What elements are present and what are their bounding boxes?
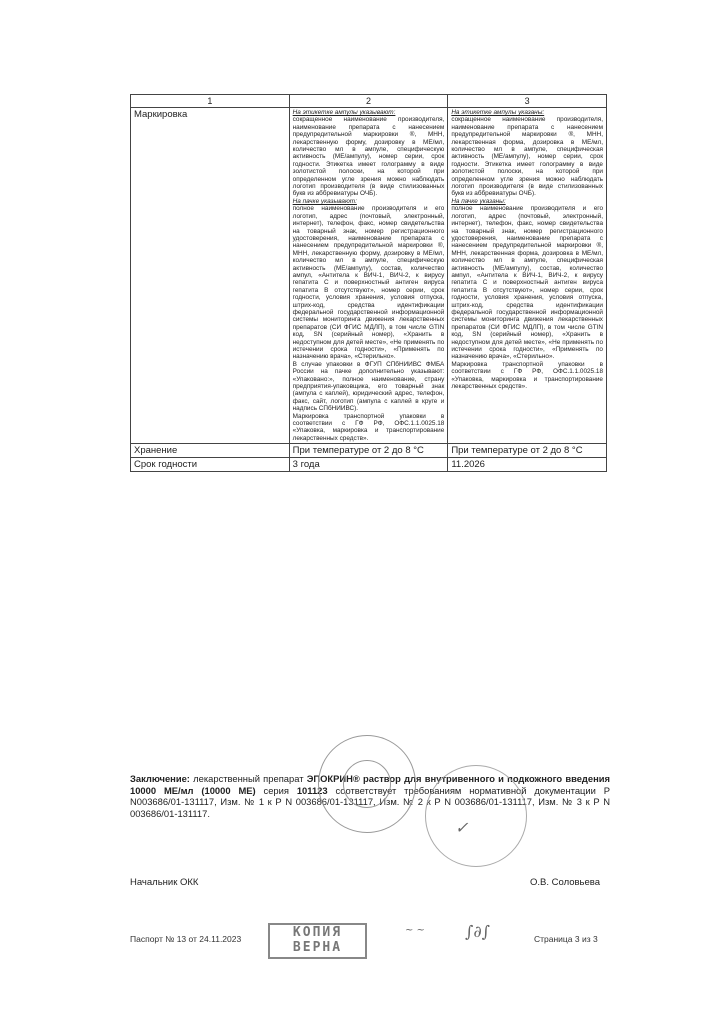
result-pack-lead: На пачке указаны:: [451, 197, 506, 205]
handwritten-signature: ✓: [455, 818, 469, 837]
table-header-row: [131, 95, 607, 108]
param-storage: Хранение: [131, 444, 290, 458]
conclusion-product: ЭПОКРИН® раствор для внутривенного и подкожного введения 10000 МЕ/мл (10000 МЕ): [130, 773, 610, 796]
conclusion-text-2: серия: [255, 784, 297, 796]
spec-packager-text: В случае упаковки в ФГУП СПбНИИВС ФМБА России на пачке дополнительно указывают: «Упаковано:», полное наименование, страну предприятия-упаковщика, его товарный знак (ампула с каплей), юридический адрес, телефон, факс, сайт, логотип (ампула с каплей в круге и надпись СПбНИИВС).: [292, 360, 445, 413]
copy-verified-stamp: КОПИЯ ВЕРНА: [268, 923, 367, 959]
result-pack-text: полное наименование производителя и его логотип, адрес (почтовый, электронный, интернет), телефон, факс, номер свидетельства на товарный знак, номер регистрационного удостоверения, наименование препарата с нанесением предупредительной маркировки ®, МНН, лекарственная форма, дозировка в МЕ/мл, количество мл в ампуле, специфическая активность (МЕ/ампулу), состав, количество ампул, «Антитела к ВИЧ-1, ВИЧ-2, к вирусу гепатита С и поверхностный антиген вируса гепатита В отсутствуют», номер серии, срок годности, условия хранения, условия отпуска, штрих-код, средства идентификации федеральной государственной информационной системы мониторинга движения лекарственных препаратов (СИ ФГИС МДЛП), в том числе GTIN код, SN (серийный номер), «Хранить в недоступном для детей месте», «Не применять по истечении срока годности», «Применять по назначению врача», «Стерильно».: [451, 205, 603, 361]
spec-marking: [289, 108, 448, 444]
table-row-storage: [131, 444, 607, 458]
result-label-lead: На этикетке ампулы указаны:: [451, 109, 545, 116]
handwritten-signature-2: ∫∂∫: [465, 922, 490, 941]
spec-storage: При температуре от 2 до 8 °С: [289, 444, 448, 458]
signatory-name: О.В. Соловьева: [530, 877, 601, 888]
spec-transport-text: Маркировка транспортной упаковки в соответствии с ГФ РФ, ОФС.1.1.0025.18 «Упаковка, маркировка и транспортирование лекарственных средств».: [292, 412, 445, 442]
round-seal-inner: [343, 760, 391, 808]
header-col-3: 3: [448, 95, 607, 108]
passport-number: Паспорт № 13 от 24.11.2023: [130, 934, 242, 944]
header-col-1: 1: [131, 95, 290, 108]
handwritten-note: ~ ~: [405, 925, 425, 936]
result-marking: [448, 108, 607, 444]
result-label-text: сокращенное наименование производителя, наименование препарата с нанесением предупредительной маркировки ®, МНН, лекарственная форма, дозировка в МЕ/мл, количество мл в ампуле, специфическая активность (МЕ/ампулу), номер серии, срок годности. Этикетка имеет голограмму в виде золотистой полоски, на которой при определенном угле зрения можно наблюдать логотип производителя (в виде стилизованных букв из аббревиатуры ОЧБ).: [451, 116, 603, 198]
conclusion-text-1: лекарственный препарат: [189, 773, 307, 784]
result-storage: При температуре от 2 до 8 °С: [448, 444, 607, 458]
spec-pack-text: полное наименование производителя и его логотип, адрес (почтовый, электронный, интернет), телефон, факс, номер свидетельства на товарный знак, номер регистрационного удостоверения, наименование препарата с нанесением предупредительной маркировки ®, МНН, лекарственную форму, дозировку в МЕ/мл, количество мл в ампуле, специфическую активность (МЕ/ампулу), состав, количество ампул, «Антитела к ВИЧ-1, ВИЧ-2, к вирусу гепатита С и поверхностный антиген вируса гепатита В отсутствуют», номер серии, срок годности, условия хранения, условия отпуска, штрих-код, средства идентификации федеральной государственной информационной системы мониторинга движения лекарственных препаратов (СИ ФГИС МДЛП), в том числе GTIN код, SN (серийный номер), «Хранить в недоступном для детей месте», «Не применять по истечении срока годности», «Применять по назначению врача», «Стерильно».: [292, 205, 445, 361]
page-number: Страница 3 из 3: [534, 934, 598, 944]
param-shelf-life: Срок годности: [131, 458, 290, 472]
conclusion-series: 101123: [296, 784, 328, 796]
table-row-marking: [131, 108, 607, 444]
spec-table: [130, 94, 607, 472]
spec-label-text: сокращенное наименование производителя, наименование препарата с нанесением предупредительной маркировки ®, МНН, лекарственную форму, дозировку в МЕ/мл, количество мл в ампуле, специфическую активность (МЕ/ампулу), номер серии, срок годности. Этикетка имеет голограмму в виде золотистой полоски, на которой при определенном угле зрения можно наблюдать логотип производителя (в виде стилизованных букв из аббревиатуры ОЧБ).: [292, 116, 445, 198]
spec-shelf-life: 3 года: [289, 458, 448, 472]
round-seal-2: [425, 765, 527, 867]
table-row-shelf-life: [131, 458, 607, 472]
result-transport-text: Маркировка транспортной упаковки в соответствии с ГФ РФ, ОФС.1.1.0025.18 «Упаковка, маркировка и транспортирование лекарственных средств».: [451, 360, 603, 391]
conclusion-text-3: соответствует требованиям нормативной документации Р N003686/01-131117, Изм. № 1 к Р N 003686/01-131117, Изм. № 2 к Р N 003686/01-131117, Изм. № 3 к Р N 003686/01-131117.: [130, 784, 611, 819]
spec-label-lead: На этикетке ампулы указывают:: [292, 109, 396, 116]
conclusion-label: Заключение:: [130, 773, 190, 784]
spec-pack-lead: На пачке указывают:: [292, 197, 357, 205]
result-shelf-life: 11.2026: [448, 458, 607, 472]
header-col-2: 2: [289, 95, 448, 108]
signatory-position: Начальник ОКК: [130, 877, 199, 888]
param-marking: Маркировка: [131, 108, 290, 444]
